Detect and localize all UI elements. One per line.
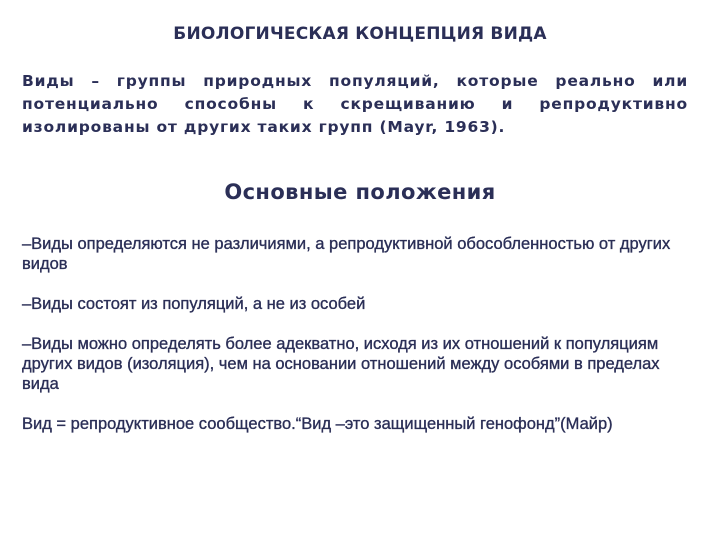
list-item: –Виды определяются не различиями, а репродуктивной обособленностью от других видов: [22, 235, 671, 273]
section-subtitle: Основные положения: [224, 180, 496, 204]
list-item: –Виды можно определять более адекватно, исходя из их отношений к популяциям других видов (изоляция), чем на основании отношений между особями в пределах вида: [22, 335, 660, 393]
list-item: –Виды состоят из популяций, а не из особей: [22, 295, 366, 313]
slide-title: БИОЛОГИЧЕСКАЯ КОНЦЕПЦИЯ ВИДА: [173, 24, 547, 44]
key-points-list: [22, 234, 682, 454]
mayr-quote: Вид = репродуктивное сообщество.“Вид –это защищенный генофонд”(Майр): [22, 415, 613, 433]
species-definition: Виды – группы природных популяций, которые реально или потенциально способны к скрещиванию и репродуктивно изолированы от других таких групп (Mayr, 1963).: [22, 72, 688, 136]
